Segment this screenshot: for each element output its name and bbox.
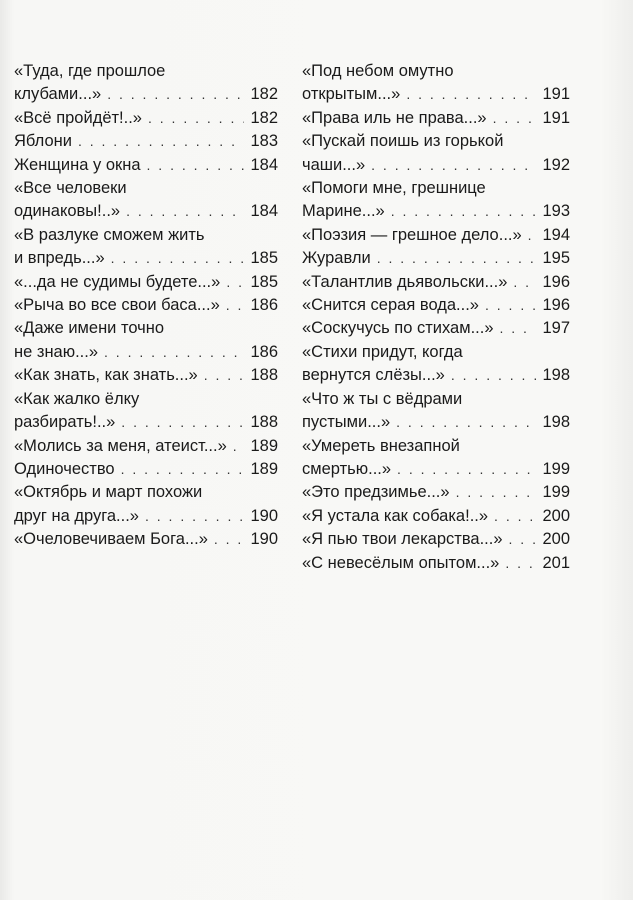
toc-entry-line <box>302 528 570 551</box>
dot-leader <box>513 271 536 294</box>
toc-entry-title: одинаковы!..» <box>14 202 121 221</box>
toc-entry-line <box>14 435 278 458</box>
toc-entry-line <box>302 224 570 247</box>
toc-entry-line <box>14 271 278 294</box>
dot-leader <box>107 83 244 106</box>
toc-entry-title: «Снится серая вода...» <box>302 296 479 315</box>
toc-entry <box>302 505 570 528</box>
toc-entry-line <box>302 130 570 153</box>
toc-entry-title: вернутся слёзы...» <box>302 366 445 385</box>
toc-page-number: 189 <box>250 436 278 455</box>
toc-entry-title: открытым...» <box>302 85 401 104</box>
toc-page-number: 196 <box>542 272 570 291</box>
toc-entry-line <box>302 341 570 364</box>
toc-entry-title: «Талантлив дьявольски...» <box>302 272 508 291</box>
toc-page-number: 195 <box>542 249 570 268</box>
toc-entry-title: «Помоги мне, грешнице <box>302 179 486 198</box>
toc-entry-title: Марине...» <box>302 202 385 221</box>
toc-entry <box>14 60 278 107</box>
dot-leader <box>451 364 537 387</box>
toc-entry-line <box>14 107 278 130</box>
toc-page-number: 191 <box>542 108 570 127</box>
dot-leader <box>121 411 244 434</box>
toc-entry-line <box>14 60 278 83</box>
toc-page-number: 201 <box>542 553 570 572</box>
dot-leader <box>204 364 245 387</box>
toc-entry-title: «Пускай поишь из горькой <box>302 132 504 151</box>
dot-leader <box>528 224 537 247</box>
toc-page-number: 199 <box>542 459 570 478</box>
toc-entry-title: и впредь...» <box>14 249 105 268</box>
toc-entry-line <box>302 388 570 411</box>
toc-entry <box>302 481 570 504</box>
toc-entry-line <box>302 364 570 387</box>
toc-entry-line <box>302 60 570 83</box>
toc-page-number: 190 <box>250 506 278 525</box>
toc-entry-line <box>302 481 570 504</box>
dot-leader <box>104 341 244 364</box>
toc-entry-line <box>302 294 570 317</box>
toc-entry <box>302 435 570 482</box>
toc-entry <box>14 481 278 528</box>
toc-page-number: 189 <box>250 459 278 478</box>
toc-entry-title: Одиночество <box>14 459 115 478</box>
toc-entry <box>14 528 278 551</box>
toc-entry-line <box>14 200 278 223</box>
toc-page-number: 193 <box>542 202 570 221</box>
dot-leader <box>121 458 245 481</box>
toc-entry-line <box>14 154 278 177</box>
toc-page-number: 188 <box>250 413 278 432</box>
toc-entry-line <box>14 130 278 153</box>
dot-leader <box>397 458 536 481</box>
toc-entry-title: «Очеловечиваем Бога...» <box>14 530 208 549</box>
toc-entry-title: чаши...» <box>302 155 366 174</box>
toc-page-number: 191 <box>542 85 570 104</box>
toc-entry-line <box>14 388 278 411</box>
toc-entry-title: «Октябрь и март похожи <box>14 483 203 502</box>
dot-leader <box>396 411 536 434</box>
toc-entry-line <box>14 458 278 481</box>
toc-entry <box>14 107 278 130</box>
toc-entry-title: «Всё пройдёт!..» <box>14 108 142 127</box>
toc-entry-title: «Даже имени точно <box>14 319 165 338</box>
toc-page-number: 197 <box>542 319 570 338</box>
toc-page-number: 183 <box>250 132 278 151</box>
toc-entry <box>14 317 278 364</box>
toc-entry <box>302 552 570 575</box>
toc-page-number: 200 <box>542 506 570 525</box>
toc-entry <box>14 294 278 317</box>
dot-leader <box>233 435 245 458</box>
toc-entry-title: «Под небом омутно <box>302 62 454 80</box>
toc-entry <box>14 271 278 294</box>
toc-entry-line <box>14 481 278 504</box>
dot-leader <box>494 505 536 528</box>
toc-entry-title: «Туда, где прошлое <box>14 62 166 80</box>
toc-entry <box>14 388 278 435</box>
toc-page-number: 184 <box>250 155 278 174</box>
toc-column-right <box>302 60 570 575</box>
toc-entry-title: «В разлуке сможем жить <box>14 225 205 244</box>
toc-entry-line <box>302 247 570 270</box>
toc-entry-title: «...да не судимы будете...» <box>14 272 221 291</box>
toc-entry-title: разбирать!..» <box>14 413 116 432</box>
dot-leader <box>126 200 244 223</box>
toc-page-number: 185 <box>250 249 278 268</box>
toc-page-number: 186 <box>250 342 278 361</box>
toc-page-number: 182 <box>250 85 278 104</box>
dot-leader <box>148 107 244 130</box>
toc-entry-title: «Поэзия — грешное дело...» <box>302 225 522 244</box>
dot-leader <box>500 317 537 340</box>
toc-entry <box>14 458 278 481</box>
toc-page-number: 188 <box>250 366 278 385</box>
toc-entry-line <box>302 317 570 340</box>
toc-entry <box>14 435 278 458</box>
toc-entry <box>302 224 570 247</box>
toc-entry-title: «Это предзимье...» <box>302 483 450 502</box>
dot-leader <box>509 528 537 551</box>
dot-leader <box>145 505 244 528</box>
toc-entry <box>302 247 570 270</box>
dot-leader <box>214 528 245 551</box>
toc-page-number: 196 <box>542 296 570 315</box>
toc-entry <box>302 528 570 551</box>
toc-entry-title: смертью...» <box>302 459 392 478</box>
toc-entry-title: «Умереть внезапной <box>302 436 460 455</box>
toc-page-number: 184 <box>250 202 278 221</box>
dot-leader <box>111 247 245 270</box>
toc-page-number: 192 <box>542 155 570 174</box>
toc-page-number: 194 <box>542 225 570 244</box>
dot-leader <box>485 294 536 317</box>
toc-entry-title: друг на друга...» <box>14 506 139 525</box>
toc-entry-title: «Рыча во все свои баса...» <box>14 296 220 315</box>
toc-page-number: 199 <box>542 483 570 502</box>
toc-entry-title: «Я устала как собака!..» <box>302 506 489 525</box>
toc-entry <box>302 177 570 224</box>
toc-entry-title: «Соскучусь по стихам...» <box>302 319 494 338</box>
toc-entry-line <box>302 177 570 200</box>
toc-entry-line <box>14 411 278 434</box>
toc-entry-title: «Все человеки <box>14 179 127 198</box>
toc-entry <box>302 341 570 388</box>
toc-entry <box>14 130 278 153</box>
toc-entry-title: Журавли <box>302 249 371 268</box>
dot-leader <box>406 83 536 106</box>
toc-entry-line <box>14 177 278 200</box>
toc-entry <box>302 130 570 177</box>
toc-entry-line <box>14 247 278 270</box>
dot-leader <box>377 247 537 270</box>
toc-page-number: 190 <box>250 530 278 549</box>
toc-entry <box>14 154 278 177</box>
toc-entry-line <box>302 552 570 575</box>
dot-leader <box>78 130 245 153</box>
toc-entry-line <box>302 83 570 106</box>
toc-entry-title: «С невесёлым опытом...» <box>302 553 500 572</box>
toc-entry <box>302 388 570 435</box>
toc-entry-line <box>14 224 278 247</box>
toc-entry <box>14 224 278 271</box>
toc-entry-line <box>302 458 570 481</box>
dot-leader <box>371 154 536 177</box>
toc-entry-title: «Стихи придут, когда <box>302 342 463 361</box>
toc-page-number: 186 <box>250 296 278 315</box>
toc-entry <box>302 107 570 130</box>
toc-entry <box>302 271 570 294</box>
toc-page-number: 198 <box>542 366 570 385</box>
toc-column-left <box>14 60 278 552</box>
dot-leader <box>456 481 537 504</box>
toc-entry <box>14 364 278 387</box>
toc-entry-title: «Права иль не права...» <box>302 108 487 127</box>
toc-entry <box>302 294 570 317</box>
toc-page-number: 185 <box>250 272 278 291</box>
toc-entry <box>302 60 570 107</box>
toc-page-number: 200 <box>542 530 570 549</box>
dot-leader <box>391 200 537 223</box>
toc-entry-line <box>14 341 278 364</box>
toc-entry-title: не знаю...» <box>14 342 99 361</box>
toc-entry-line <box>302 411 570 434</box>
toc-entry-line <box>302 107 570 130</box>
dot-leader <box>147 154 245 177</box>
dot-leader <box>493 107 537 130</box>
toc-entry-line <box>302 200 570 223</box>
toc-entry-line <box>302 154 570 177</box>
toc-page-number: 182 <box>250 108 278 127</box>
toc-entry-title: пустыми...» <box>302 413 391 432</box>
toc-entry-title: «Молись за меня, атеист...» <box>14 436 227 455</box>
toc-entry-line <box>302 271 570 294</box>
toc-entry <box>14 177 278 224</box>
toc-entry-line <box>302 505 570 528</box>
toc-entry-line <box>14 364 278 387</box>
toc-entry-title: «Я пью твои лекарства...» <box>302 530 503 549</box>
toc-entry-title: Женщина у окна <box>14 155 141 174</box>
toc-entry <box>302 317 570 340</box>
toc-entry-line <box>14 294 278 317</box>
dot-leader <box>505 552 536 575</box>
toc-entry-line <box>14 505 278 528</box>
dot-leader <box>226 294 245 317</box>
toc-entry-line <box>14 83 278 106</box>
toc-entry-line <box>302 435 570 458</box>
toc-entry-title: Яблони <box>14 132 72 151</box>
toc-entry-title: клубами...» <box>14 85 102 104</box>
toc-entry-title: «Как жалко ёлку <box>14 389 140 408</box>
toc-entry-title: «Что ж ты с вёдрами <box>302 389 463 408</box>
toc-entry-title: «Как знать, как знать...» <box>14 366 198 385</box>
toc-entry-line <box>14 528 278 551</box>
toc-entry-line <box>14 317 278 340</box>
dot-leader <box>226 271 244 294</box>
toc-page-number: 198 <box>542 413 570 432</box>
